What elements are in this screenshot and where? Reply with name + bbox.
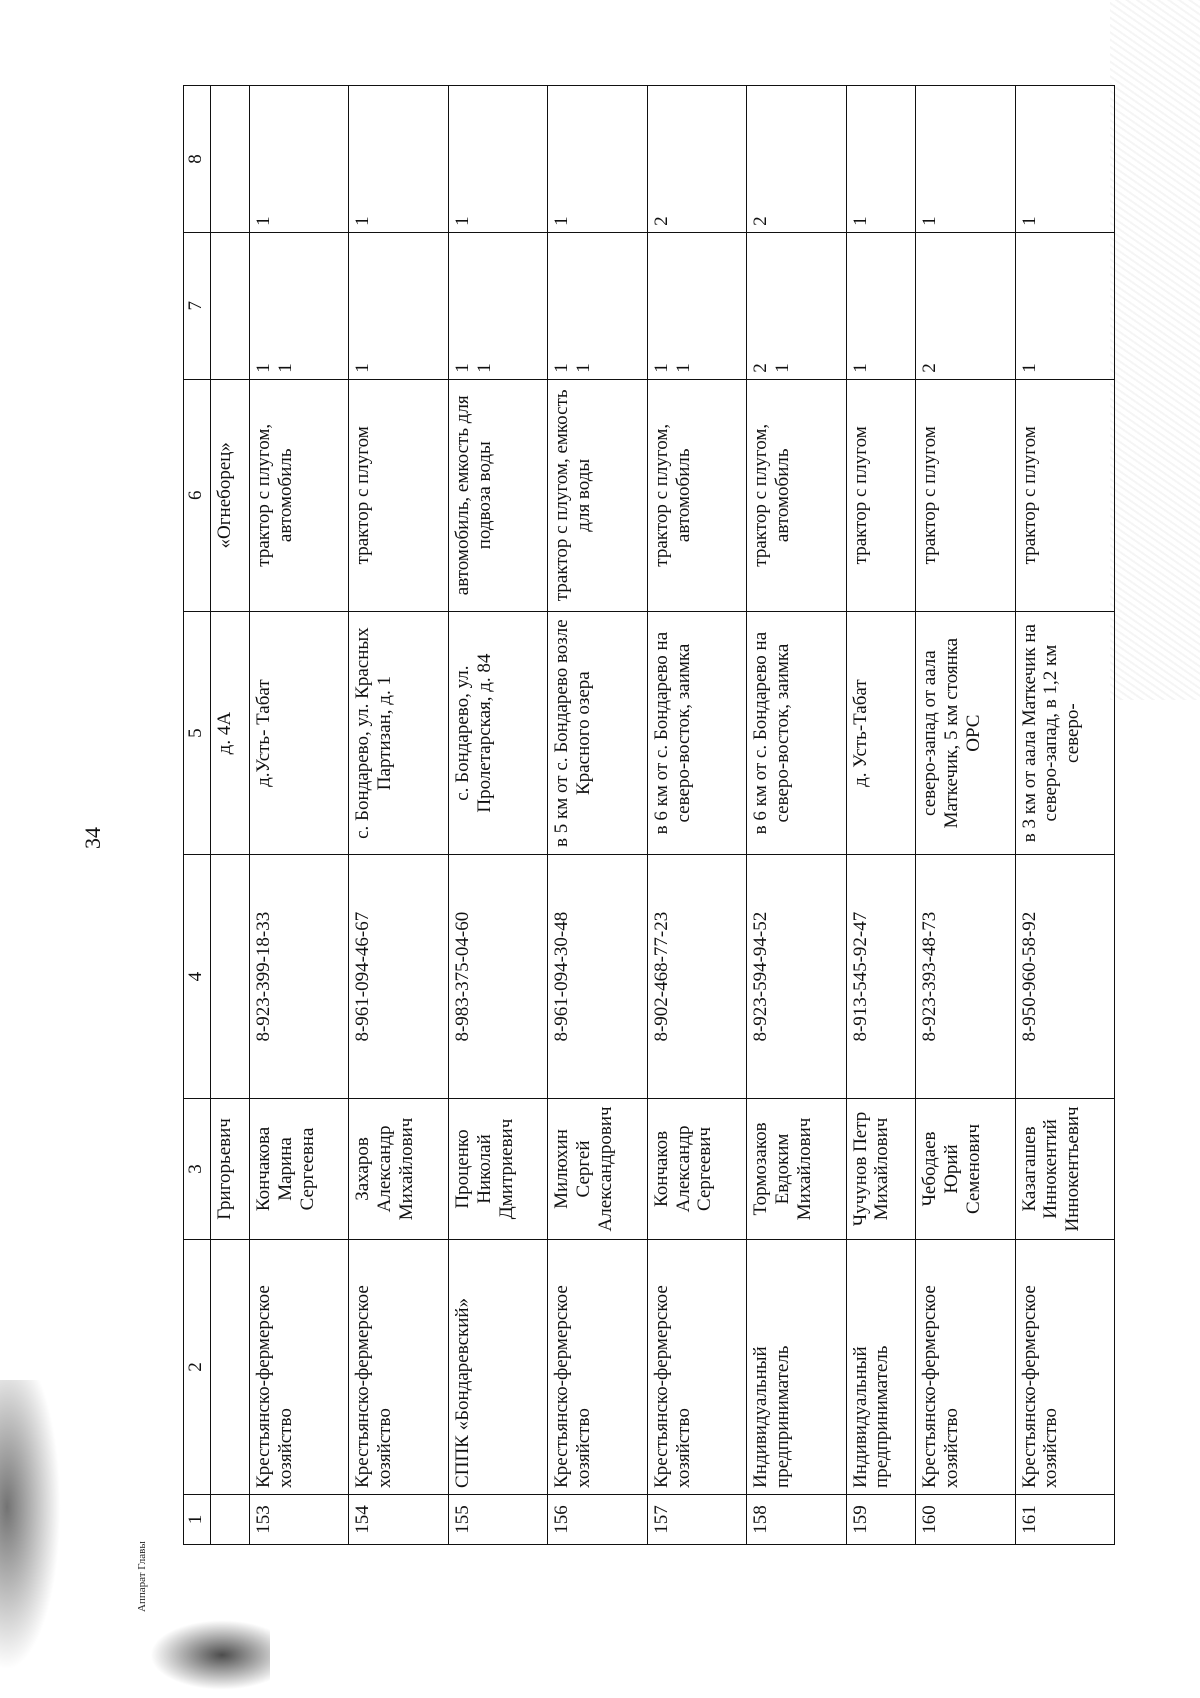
table-row [647,86,746,1545]
stamp-mark [150,1620,270,1690]
quantity-value: 2 [750,363,772,373]
table-header-row [184,86,211,1545]
row-name: Захаров Александр Михайлович [349,1098,448,1239]
row-number: 156 [548,1494,647,1544]
table-row [747,86,846,1545]
row-phone: 8-902-468-77-23 [647,855,746,1099]
row-name: Кончакова Марина Сергеевна [250,1098,349,1239]
table-row [349,86,448,1545]
row-type: Индивидуальный предприниматель [747,1240,846,1495]
header-col-7: 7 [184,232,211,379]
cont-name: Григорьевич [211,1098,250,1239]
quantity-value: 1 [672,363,694,373]
quantity-value: 1 [849,363,871,373]
row-type: Индивидуальный предприниматель [846,1240,915,1495]
quantity-value: 1 [551,363,573,373]
row-address: северо-запад от аала Маткечик, 5 км стоянка ОРС [916,611,1015,855]
row-address: в 5 км от с. Бондарево возле Красного озера [548,611,647,855]
quantity-value: 1 [1018,363,1040,373]
row-quantity [448,232,547,379]
row-phone: 8-913-545-92-47 [846,855,915,1099]
scan-noise-right [1110,0,1200,700]
row-persons: 1 [1015,86,1114,233]
header-col-8: 8 [184,86,211,233]
stamp-text: Аппарат Главы [136,1541,148,1612]
header-col-6: 6 [184,379,211,611]
row-number: 155 [448,1494,547,1544]
header-col-4: 4 [184,855,211,1099]
row-name: Милюхин Сергей Александрович [548,1098,647,1239]
quantity-value: 2 [919,363,941,373]
row-phone: 8-950-960-58-92 [1015,855,1114,1099]
continuation-row [211,86,250,1545]
row-address: в 3 км от аала Маткечик на северо-запад, в 1,2 км северо- [1015,611,1114,855]
header-col-1: 1 [184,1494,211,1544]
table-row [548,86,647,1545]
row-type: Крестьянско-фермерское хозяйство [1015,1240,1114,1495]
row-address: д.Усть- Табат [250,611,349,855]
row-name: Чебодаев Юрий Семенович [916,1098,1015,1239]
table-row [448,86,547,1545]
row-equipment: трактор с плугом [916,379,1015,611]
quantity-value: 1 [451,363,473,373]
row-persons: 2 [647,86,746,233]
quantity-value: 1 [473,363,495,373]
row-type: СППК «Бондаревский» [448,1240,547,1495]
equipment-table [183,85,1115,1545]
row-equipment: трактор с плугом, емкость для воды [548,379,647,611]
table-row [916,86,1015,1545]
row-number: 161 [1015,1494,1114,1544]
row-quantity [747,232,846,379]
row-quantity [647,232,746,379]
quantity-value: 1 [274,363,296,373]
cont-equipment: «Огнеборец» [211,379,250,611]
row-persons: 2 [747,86,846,233]
row-persons: 1 [448,86,547,233]
row-persons: 1 [846,86,915,233]
page-number: 34 [80,827,105,849]
row-number: 154 [349,1494,448,1544]
row-number: 158 [747,1494,846,1544]
row-number: 157 [647,1494,746,1544]
row-quantity [1015,232,1114,379]
row-quantity [349,232,448,379]
row-name: Чучунов Петр Михайлович [846,1098,915,1239]
row-address: с. Бондарево, ул. Пролетарская, д. 84 [448,611,547,855]
row-address: в 6 км от с. Бондарево на северо-восток, заимка [747,611,846,855]
row-equipment: трактор с плугом [1015,379,1114,611]
row-phone: 8-961-094-30-48 [548,855,647,1099]
row-quantity [250,232,349,379]
row-quantity [548,232,647,379]
row-quantity [846,232,915,379]
table-row [250,86,349,1545]
row-type: Крестьянско-фермерское хозяйство [916,1240,1015,1495]
row-type: Крестьянско-фермерское хозяйство [250,1240,349,1495]
row-address: в 6 км от с. Бондарево на северо-восток, заимка [647,611,746,855]
row-equipment: трактор с плугом [349,379,448,611]
row-type: Крестьянско-фермерское хозяйство [548,1240,647,1495]
row-phone: 8-961-094-46-67 [349,855,448,1099]
row-number: 159 [846,1494,915,1544]
row-persons: 1 [250,86,349,233]
row-persons: 1 [349,86,448,233]
row-number: 160 [916,1494,1015,1544]
row-equipment: трактор с плугом [846,379,915,611]
row-phone: 8-923-594-94-52 [747,855,846,1099]
row-type: Крестьянско-фермерское хозяйство [349,1240,448,1495]
quantity-value: 1 [573,363,595,373]
row-number: 153 [250,1494,349,1544]
header-col-2: 2 [184,1240,211,1495]
row-phone: 8-923-393-48-73 [916,855,1015,1099]
row-name: Проценко Николай Дмитриевич [448,1098,547,1239]
quantity-value: 1 [772,363,794,373]
header-col-3: 3 [184,1098,211,1239]
row-quantity [916,232,1015,379]
rotated-table-container [183,85,1115,1545]
row-address: с. Бондарево, ул. Красных Партизан, д. 1 [349,611,448,855]
row-equipment: трактор с плугом, автомобиль [647,379,746,611]
row-type: Крестьянско-фермерское хозяйство [647,1240,746,1495]
row-phone: 8-923-399-18-33 [250,855,349,1099]
row-address: д. Усть-Табат [846,611,915,855]
row-name: Кончаков Александр Сергеевич [647,1098,746,1239]
row-persons: 1 [548,86,647,233]
header-col-5: 5 [184,611,211,855]
row-phone: 8-983-375-04-60 [448,855,547,1099]
cont-address: д. 4А [211,611,250,855]
row-persons: 1 [916,86,1015,233]
table-row [846,86,915,1545]
row-equipment: трактор с плугом, автомобиль [747,379,846,611]
quantity-value: 1 [253,363,274,373]
quantity-value: 1 [352,363,374,373]
quantity-value: 1 [650,363,672,373]
row-equipment: автомобиль, емкость для подвоза воды [448,379,547,611]
scan-noise-left [0,1380,70,1698]
row-name: Казагашев Иннокентий Иннокентьевич [1015,1098,1114,1239]
row-equipment: трактор с плугом, автомобиль [250,379,349,611]
table-row [1015,86,1114,1545]
row-name: Тормозаков Евдоким Михайлович [747,1098,846,1239]
